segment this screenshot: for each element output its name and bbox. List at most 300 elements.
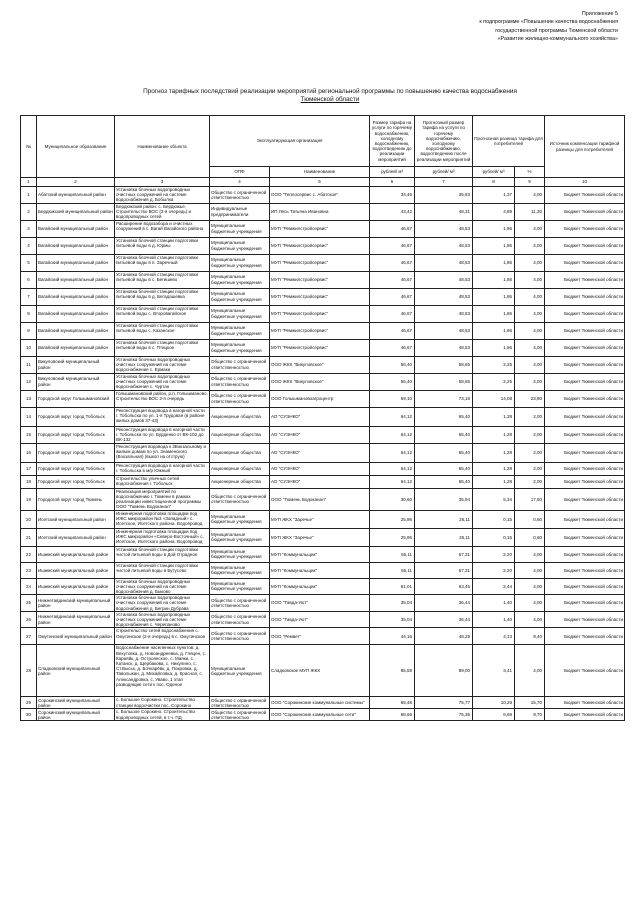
opf-cell: Муниципальные бюджетные учреждения — [210, 339, 270, 356]
opf-cell: Муниципальные бюджетные учреждения — [210, 288, 270, 305]
tariff-before-cell: 68,66 — [370, 709, 415, 721]
row-number: 23 — [21, 562, 37, 578]
tariff-after-cell: 65,40 — [415, 443, 473, 462]
tariff-before-cell: 64,12 — [370, 407, 415, 426]
table-row — [21, 488, 625, 510]
column-index: 3 — [115, 178, 210, 187]
tariff-diff-cell: 5,34 — [473, 488, 515, 510]
opf-cell: Акционерные общества — [210, 443, 270, 462]
object-cell: Реконструкция водовода к 3Вокзальному и жилым домам по ул. Знаменского (Вокзальная) (выкоп на отструю) — [115, 443, 210, 462]
tariff-diff-percent-cell: 4,00 — [515, 322, 545, 339]
table-row — [21, 628, 625, 645]
table-row — [21, 443, 625, 462]
row-number: 22 — [21, 546, 37, 562]
opf-cell: Общество с ограниченной ответственностью — [210, 373, 270, 390]
tariff-after-cell: 48,53 — [415, 254, 473, 271]
table-row — [21, 645, 625, 697]
tariff-before-cell: 64,12 — [370, 443, 415, 462]
object-cell: Инженерная подготовка площадки под ИЖС микрорайон «Северо-Восточный» с. Исетское, Исетского района. Водопровод — [115, 528, 210, 546]
row-number: 9 — [21, 322, 37, 339]
table-row — [21, 288, 625, 305]
tariff-diff-percent-cell: 4,00 — [515, 546, 545, 562]
municipality-cell: Ишимский муниципальный район — [37, 562, 115, 578]
municipality-cell: Викуловский муниципальный район — [37, 373, 115, 390]
tariff-after-cell: 48,53 — [415, 220, 473, 237]
tariff-diff-cell: 0,15 — [473, 528, 515, 546]
org-name-cell: ООО "Тавда-Уют" — [270, 611, 370, 628]
tariff-after-cell: 48,53 — [415, 305, 473, 322]
source-cell: Бюджет Тюменской области — [545, 254, 625, 271]
tariff-diff-percent-cell: 4,00 — [515, 373, 545, 390]
tariff-before-cell: 61,01 — [370, 578, 415, 595]
municipality-cell: Вагайский муниципальный район — [37, 322, 115, 339]
table-row — [21, 528, 625, 546]
org-name-cell: ООО ЖКХ "Викуловское" — [270, 356, 370, 373]
org-name-cell: ООО "Ремвет" — [270, 628, 370, 645]
tariff-diff-percent-cell: 2,00 — [515, 462, 545, 475]
opf-cell: Муниципальные бюджетные учреждения — [210, 322, 270, 339]
source-cell: Бюджет Тюменской области — [545, 322, 625, 339]
row-number: 27 — [21, 628, 37, 645]
tariff-diff-percent-cell: 4,00 — [515, 305, 545, 322]
table-row — [21, 339, 625, 356]
tariff-after-cell: 65,40 — [415, 426, 473, 443]
municipality-cell: Абатский муниципальный район — [37, 187, 115, 204]
tariff-diff-cell: 2,44 — [473, 578, 515, 595]
tariff-diff-cell: 1,86 — [473, 305, 515, 322]
row-number: 11 — [21, 356, 37, 373]
column-index: 7 — [415, 178, 473, 187]
table-row — [21, 407, 625, 426]
tariff-diff-percent-cell: 0,60 — [515, 528, 545, 546]
column-index: 9 — [515, 178, 545, 187]
appendix-header — [358, 10, 618, 44]
row-number: 5 — [21, 254, 37, 271]
row-number: 14 — [21, 407, 37, 426]
tariff-before-cell: 46,67 — [370, 237, 415, 254]
tariff-diff-cell: 1,86 — [473, 271, 515, 288]
table-row — [21, 322, 625, 339]
tariff-diff-cell: 1,86 — [473, 220, 515, 237]
org-name-cell: АО "СУЭНКО" — [270, 426, 370, 443]
appendix-header-line: государственной программы Тюменской области — [495, 27, 618, 34]
tariff-after-cell: 73,18 — [415, 390, 473, 407]
object-cell: Инженерная подготовка площадки под ИЖС микрорайон №3 «Западный» с. Исетское, Исетского района. Водопровод — [115, 510, 210, 528]
municipality-cell: Ишимский муниципальный район — [37, 578, 115, 595]
column-index: 6 — [370, 178, 415, 187]
header-object: Наименование объекта — [115, 116, 210, 178]
row-number: 12 — [21, 373, 37, 390]
org-name-cell: МУП "Ремжилстройсервис" — [270, 254, 370, 271]
municipality-cell: Вагайский муниципальный район — [37, 339, 115, 356]
opf-cell: Акционерные общества — [210, 407, 270, 426]
opf-cell: Общество с ограниченной ответственностью — [210, 488, 270, 510]
object-cell: Установка блочной станции подготовки питьевой воды с. Казанское — [115, 322, 210, 339]
tariff-after-cell: 89,00 — [415, 645, 473, 697]
tariff-before-cell: 55,11 — [370, 562, 415, 578]
tariff-after-cell: 48,29 — [415, 628, 473, 645]
org-name-cell: АО "СУЭНКО" — [270, 462, 370, 475]
org-name-cell: ООО "Тюмень Водоканал" — [270, 488, 370, 510]
row-number: 29 — [21, 697, 37, 709]
table-row — [21, 709, 625, 721]
table-row — [21, 611, 625, 628]
header-unit: рублей/ м³ — [473, 167, 515, 178]
org-name-cell: МУП "Ремжилстройсервис" — [270, 322, 370, 339]
tariff-diff-cell: 3,41 — [473, 645, 515, 697]
tariff-diff-cell: 1,86 — [473, 254, 515, 271]
tariff-diff-cell: 1,28 — [473, 462, 515, 475]
table-row — [21, 187, 625, 204]
object-cell: Установка блочной станции подготовки питьевой воды в д. Юрмы — [115, 237, 210, 254]
tariff-after-cell: 48,53 — [415, 339, 473, 356]
tariff-after-cell: 36,44 — [415, 595, 473, 612]
opf-cell: Муниципальные бюджетные учреждения — [210, 528, 270, 546]
opf-cell: Муниципальные бюджетные учреждения — [210, 305, 270, 322]
municipality-cell: Исетский муниципальный район — [37, 510, 115, 528]
tariff-after-cell: 26,11 — [415, 510, 473, 528]
opf-cell: Муниципальные бюджетные учреждения — [210, 578, 270, 595]
org-name-cell: АО "СУЭНКО" — [270, 443, 370, 462]
object-cell: Водоснабжение населенных пунктов: д. Вехутовка, д. Новоандреевка, д. Гляцен, с. Караяйк, д. Остроянское, с. Маяки, с. Катанск, д. Щербакова, с. Никулино, с. Ст.Выськ, д. Бочкарёвк, д. Покровка, д. Тавольжан, д. Михайловка, д. Красноя, с. Александровка, с. Уваво. 1 этап разводящие сети к пос. Оденое — [115, 645, 210, 697]
object-cell: Строительство сетей водоснабжения с. Омутинское (2-я очередь) в с. Омутинское — [115, 628, 210, 645]
org-name-cell: ООО "Сорокинские коммунальные сети" — [270, 709, 370, 721]
tariff-before-cell: 46,67 — [370, 339, 415, 356]
opf-cell: Муниципальные бюджетные учреждения — [210, 254, 270, 271]
source-cell: Бюджет Тюменской области — [545, 407, 625, 426]
tariff-before-cell: 46,67 — [370, 305, 415, 322]
municipality-cell: Нижнетавдинский муниципальный район — [37, 595, 115, 612]
tariff-before-cell: 55,11 — [370, 546, 415, 562]
tariff-before-cell: 56,40 — [370, 356, 415, 373]
tariff-before-cell: 46,67 — [370, 220, 415, 237]
object-cell: Установка блочных водопроводных очистных сооружений на системе водоснабжения д. Бобылка — [115, 187, 210, 204]
row-number: 30 — [21, 709, 37, 721]
tariff-diff-percent-cell: 4,00 — [515, 339, 545, 356]
tariff-before-cell: 35,04 — [370, 611, 415, 628]
tariff-diff-cell: 4,89 — [473, 203, 515, 220]
source-cell: Бюджет Тюменской области — [545, 443, 625, 462]
org-name-cell: МУП "Ремжилстройсервис" — [270, 305, 370, 322]
tariff-diff-percent-cell: 4,00 — [515, 611, 545, 628]
header-diff: Прогнозная разница тарифа для потребителей — [473, 116, 545, 167]
object-cell: Установка блочных водопроводных очистных сооружений на системе водоснабжения с. Ермаки — [115, 356, 210, 373]
opf-cell: Муниципальные бюджетные учреждения — [210, 220, 270, 237]
tariff-after-cell: 48,53 — [415, 271, 473, 288]
org-name-cell: ООО "Сорокинские коммунальные системы" — [270, 697, 370, 709]
municipality-cell: Сорокинский муниципальный район — [37, 709, 115, 721]
tariff-diff-cell: 6,69 — [473, 709, 515, 721]
object-cell: Голышмановский район, р.п. Голышманово. Строительство ВОС 2-я очередь — [115, 390, 210, 407]
header-unit: рублей/ м³ — [415, 167, 473, 178]
row-number: 18 — [21, 475, 37, 488]
org-name-cell: МУП ЖКХ "Заречье" — [270, 510, 370, 528]
tariff-after-cell: 35,83 — [415, 187, 473, 204]
tariff-after-cell: 75,35 — [415, 709, 473, 721]
source-cell: Бюджет Тюменской области — [545, 305, 625, 322]
municipality-cell: Сладковский муниципальный район — [37, 645, 115, 697]
row-number: 25 — [21, 595, 37, 612]
municipality-cell: Омутинский муниципальный район — [37, 628, 115, 645]
column-index: 4 — [210, 178, 270, 187]
object-cell: с. Большое Сорокино. Строительство водопроводных сетей, в т.ч. ПД — [115, 709, 210, 721]
table-row — [21, 510, 625, 528]
municipality-cell: Ишимский муниципальный район — [37, 546, 115, 562]
object-cell: Установка блочной станции подготовки чистой питьевой воды в Дой Отрадное — [115, 546, 210, 562]
source-cell: Бюджет Тюменской области — [545, 510, 625, 528]
header-source: Источник компенсации тарифной разницы для потребителей — [545, 116, 625, 178]
table-row — [21, 373, 625, 390]
object-cell: Реконструкция водовода в нагорной части г. Тобольска по ул. 1-я Трудовая (в районе жилых домов 37-43) — [115, 407, 210, 426]
tariff-diff-percent-cell: 4,00 — [515, 645, 545, 697]
source-cell: Бюджет Тюменской области — [545, 546, 625, 562]
table-row — [21, 254, 625, 271]
row-number: 7 — [21, 288, 37, 305]
table-row — [21, 426, 625, 443]
opf-cell: Общество с ограниченной ответственностью — [210, 390, 270, 407]
object-cell: Строительство уличных сетей водоснабжения г. Тобольск — [115, 475, 210, 488]
table-row — [21, 578, 625, 595]
source-cell: Бюджет Тюменской области — [545, 373, 625, 390]
org-name-cell: ООО "Теплосервис с. Абатское" — [270, 187, 370, 204]
source-cell: Бюджет Тюменской области — [545, 709, 625, 721]
tariff-before-cell: 46,67 — [370, 322, 415, 339]
tariff-before-cell: 85,59 — [370, 645, 415, 697]
opf-cell: Общество с ограниченной ответственностью — [210, 611, 270, 628]
municipality-cell: Нижнетавдинский муниципальный район — [37, 611, 115, 628]
header-municipality: Муниципальное образование — [37, 116, 115, 178]
tariff-before-cell: 46,67 — [370, 288, 415, 305]
object-cell: Установка блочных водопроводных очистных сооружений на системе водоснабжения д. Быково — [115, 578, 210, 595]
org-name-cell: ООО "Тавда-Уют" — [270, 595, 370, 612]
opf-cell: Общество с ограниченной ответственностью — [210, 356, 270, 373]
tariff-after-cell: 57,31 — [415, 546, 473, 562]
municipality-cell: Городской округ город Тобольск — [37, 426, 115, 443]
table-row — [21, 203, 625, 220]
table-row — [21, 220, 625, 237]
source-cell: Бюджет Тюменской области — [545, 562, 625, 578]
opf-cell: Муниципальные бюджетные учреждения — [210, 546, 270, 562]
source-cell: Бюджет Тюменской области — [545, 697, 625, 709]
source-cell: Бюджет Тюменской области — [545, 203, 625, 220]
table-row — [21, 462, 625, 475]
tariff-before-cell: 35,04 — [370, 595, 415, 612]
object-cell: Установка блочных водопроводных очистных сооружений на системе водоснабжения д. Бегрин Дубрава — [115, 595, 210, 612]
municipality-cell: Сорокинский муниципальный район — [37, 697, 115, 709]
source-cell: Бюджет Тюменской области — [545, 611, 625, 628]
org-name-cell: МУП "Ремжилстройсервис" — [270, 288, 370, 305]
source-cell: Бюджет Тюменской области — [545, 426, 625, 443]
municipality-cell: Бердюжский муниципальный район — [37, 203, 115, 220]
tariff-diff-percent-cell: 4,00 — [515, 595, 545, 612]
tariff-after-cell: 26,11 — [415, 528, 473, 546]
tariff-after-cell: 58,65 — [415, 373, 473, 390]
tariff-before-cell: 64,12 — [370, 462, 415, 475]
opf-cell: Общество с ограниченной ответственностью — [210, 709, 270, 721]
table-row — [21, 697, 625, 709]
object-cell: Реконструкция водовода в нагорной части г. Тобольска по ул. Бурденко от ВК-102 до ВК-132 — [115, 426, 210, 443]
row-number: 2 — [21, 203, 37, 220]
header-org-name: Наименование — [270, 167, 370, 178]
document-title — [60, 88, 600, 104]
tariff-diff-cell: 10,29 — [473, 697, 515, 709]
tariff-after-cell: 63,45 — [415, 578, 473, 595]
table-row — [21, 475, 625, 488]
tariff-diff-cell: 0,15 — [473, 510, 515, 528]
source-cell: Бюджет Тюменской области — [545, 475, 625, 488]
source-cell: Бюджет Тюменской области — [545, 528, 625, 546]
table-row — [21, 356, 625, 373]
tariff-after-cell: 58,65 — [415, 356, 473, 373]
org-name-cell: МУП "Ремжилстройсервис" — [270, 271, 370, 288]
municipality-cell: Вагайский муниципальный район — [37, 220, 115, 237]
tariff-after-cell: 48,53 — [415, 237, 473, 254]
org-name-cell: ИП Лесь Татьяна Ивановна — [270, 203, 370, 220]
source-cell: Бюджет Тюменской области — [545, 220, 625, 237]
source-cell: Бюджет Тюменской области — [545, 237, 625, 254]
source-cell: Бюджет Тюменской области — [545, 628, 625, 645]
org-name-cell: МУП ЖКХ "Заречье" — [270, 528, 370, 546]
tariff-diff-cell: 1,86 — [473, 288, 515, 305]
object-cell: Установка блочной станции подготовки чистой питьевой воды в Бутусово — [115, 562, 210, 578]
tariff-diff-percent-cell: 4,00 — [515, 562, 545, 578]
tariff-diff-cell: 1,28 — [473, 426, 515, 443]
header-tariff-after: Прогнозный размер тарифа на услуги по горячему водоснабжению, холодному водоснабжению, водоотведению после реализации мероприятий — [415, 116, 473, 167]
header-opf: ОПФ — [210, 167, 270, 178]
source-cell: Бюджет Тюменской области — [545, 595, 625, 612]
tariff-diff-percent-cell: 4,00 — [515, 356, 545, 373]
tariff-diff-cell: 1,40 — [473, 611, 515, 628]
tariff-after-cell: 65,40 — [415, 475, 473, 488]
opf-cell: Акционерные общества — [210, 426, 270, 443]
object-cell: Установка блочной станции подготовки питьевой воды в д. Бегадашевка — [115, 288, 210, 305]
object-cell: Установка блочной станции подготовки питьевой воды с. Второвагайское — [115, 305, 210, 322]
row-number: 26 — [21, 611, 37, 628]
tariff-diff-percent-cell: 15,70 — [515, 697, 545, 709]
municipality-cell: Исетский муниципальный район — [37, 528, 115, 546]
tariff-diff-cell: 14,08 — [473, 390, 515, 407]
opf-cell: Муниципальные бюджетные учреждения — [210, 562, 270, 578]
row-number: 4 — [21, 237, 37, 254]
org-name-cell: ООО ЖКХ "Викуловское" — [270, 373, 370, 390]
tariff-diff-cell: 1,28 — [473, 475, 515, 488]
municipality-cell: Вагайский муниципальный район — [37, 237, 115, 254]
table-row — [21, 390, 625, 407]
opf-cell: Общество с ограниченной ответственностью — [210, 697, 270, 709]
document-title-line1: Прогноз тарифных последствий реализации мероприятий региональной программы по повышению качества водоснабжения — [143, 88, 517, 95]
tariff-table — [20, 115, 625, 721]
tariff-after-cell: 36,44 — [415, 611, 473, 628]
tariff-after-cell: 75,77 — [415, 697, 473, 709]
row-number: 10 — [21, 339, 37, 356]
row-number: 6 — [21, 271, 37, 288]
org-name-cell: МУП "Ремжилстройсервис" — [270, 220, 370, 237]
tariff-diff-percent-cell: 4,00 — [515, 187, 545, 204]
table-row — [21, 305, 625, 322]
org-name-cell: МУП "Коммунальщик" — [270, 578, 370, 595]
document-title-line2: Тюменской области — [300, 96, 360, 103]
row-number: 1 — [21, 187, 37, 204]
tariff-diff-cell: 1,40 — [473, 595, 515, 612]
row-number: 8 — [21, 305, 37, 322]
tariff-before-cell: 64,12 — [370, 475, 415, 488]
tariff-before-cell: 46,67 — [370, 271, 415, 288]
tariff-diff-percent-cell: 4,00 — [515, 220, 545, 237]
object-cell: Реконструкция водовода в нагорной части г. Тобольска в м/р Южный — [115, 462, 210, 475]
row-number: 16 — [21, 443, 37, 462]
tariff-diff-cell: 2,20 — [473, 562, 515, 578]
row-number: 24 — [21, 578, 37, 595]
tariff-diff-percent-cell: 2,00 — [515, 443, 545, 462]
column-index: 1 — [21, 178, 37, 187]
header-num: № — [21, 116, 37, 178]
tariff-after-cell: 57,31 — [415, 562, 473, 578]
tariff-before-cell: 56,40 — [370, 373, 415, 390]
tariff-diff-cell: 2,25 — [473, 373, 515, 390]
tariff-diff-cell: 1,86 — [473, 322, 515, 339]
tariff-diff-percent-cell: 4,00 — [515, 578, 545, 595]
tariff-before-cell: 65,48 — [370, 697, 415, 709]
source-cell: Бюджет Тюменской области — [545, 645, 625, 697]
tariff-after-cell: 65,40 — [415, 462, 473, 475]
opf-cell: Муниципальные бюджетные учреждения — [210, 237, 270, 254]
tariff-diff-percent-cell: 2,00 — [515, 407, 545, 426]
tariff-diff-cell: 1,37 — [473, 187, 515, 204]
column-index: 5 — [270, 178, 370, 187]
opf-cell: Муниципальные бюджетные учреждения — [210, 271, 270, 288]
appendix-header-line: «Развитие жилищно-коммунального хозяйства» — [497, 36, 618, 43]
tariff-diff-percent-cell: 4,00 — [515, 237, 545, 254]
municipality-cell: Городской округ город Тюмень — [37, 488, 115, 510]
column-index: 8 — [473, 178, 515, 187]
column-index: 2 — [37, 178, 115, 187]
org-name-cell: МУП "Ремжилстройсервис" — [270, 339, 370, 356]
tariff-diff-percent-cell: 9,70 — [515, 709, 545, 721]
row-number: 28 — [21, 645, 37, 697]
org-name-cell: ООО Голышмановоагроцентр — [270, 390, 370, 407]
tariff-diff-percent-cell: 23,80 — [515, 390, 545, 407]
opf-cell: Общество с ограниченной ответственностью — [210, 595, 270, 612]
row-number: 20 — [21, 510, 37, 528]
object-cell: Бердюжский район: с. Бердюжье. Строительство ВОС (2-я очередь) и водопроводных сетей — [115, 203, 210, 220]
source-cell: Бюджет Тюменской области — [545, 578, 625, 595]
municipality-cell: Городской округ город Тобольск — [37, 407, 115, 426]
tariff-before-cell: 44,16 — [370, 628, 415, 645]
column-index-row — [21, 178, 625, 187]
source-cell: Бюджет Тюменской области — [545, 356, 625, 373]
header-unit: % — [515, 167, 545, 178]
tariff-before-cell: 34,46 — [370, 187, 415, 204]
tariff-before-cell: 25,96 — [370, 528, 415, 546]
appendix-header-line: к подпрограмме «Повышение качества водоснабжения — [479, 19, 618, 26]
source-cell: Бюджет Тюменской области — [545, 187, 625, 204]
municipality-cell: Городской округ город Тобольск — [37, 443, 115, 462]
tariff-after-cell: 48,31 — [415, 203, 473, 220]
org-name-cell: МУП "Коммунальщик" — [270, 562, 370, 578]
org-name-cell: АО "СУЭНКО" — [270, 475, 370, 488]
tariff-diff-cell: 4,13 — [473, 628, 515, 645]
object-cell: Расширение водозабора и очистных сооружений в с. Вагай Вагайского района — [115, 220, 210, 237]
tariff-diff-cell: 1,28 — [473, 443, 515, 462]
municipality-cell: Вагайский муниципальный район — [37, 288, 115, 305]
table-row — [21, 237, 625, 254]
tariff-after-cell: 48,53 — [415, 322, 473, 339]
tariff-before-cell: 30,60 — [370, 488, 415, 510]
opf-cell: Муниципальные бюджетные учреждения — [210, 510, 270, 528]
source-cell: Бюджет Тюменской области — [545, 271, 625, 288]
opf-cell: Индивидуальные предприниматели — [210, 203, 270, 220]
tariff-diff-cell: 1,86 — [473, 339, 515, 356]
